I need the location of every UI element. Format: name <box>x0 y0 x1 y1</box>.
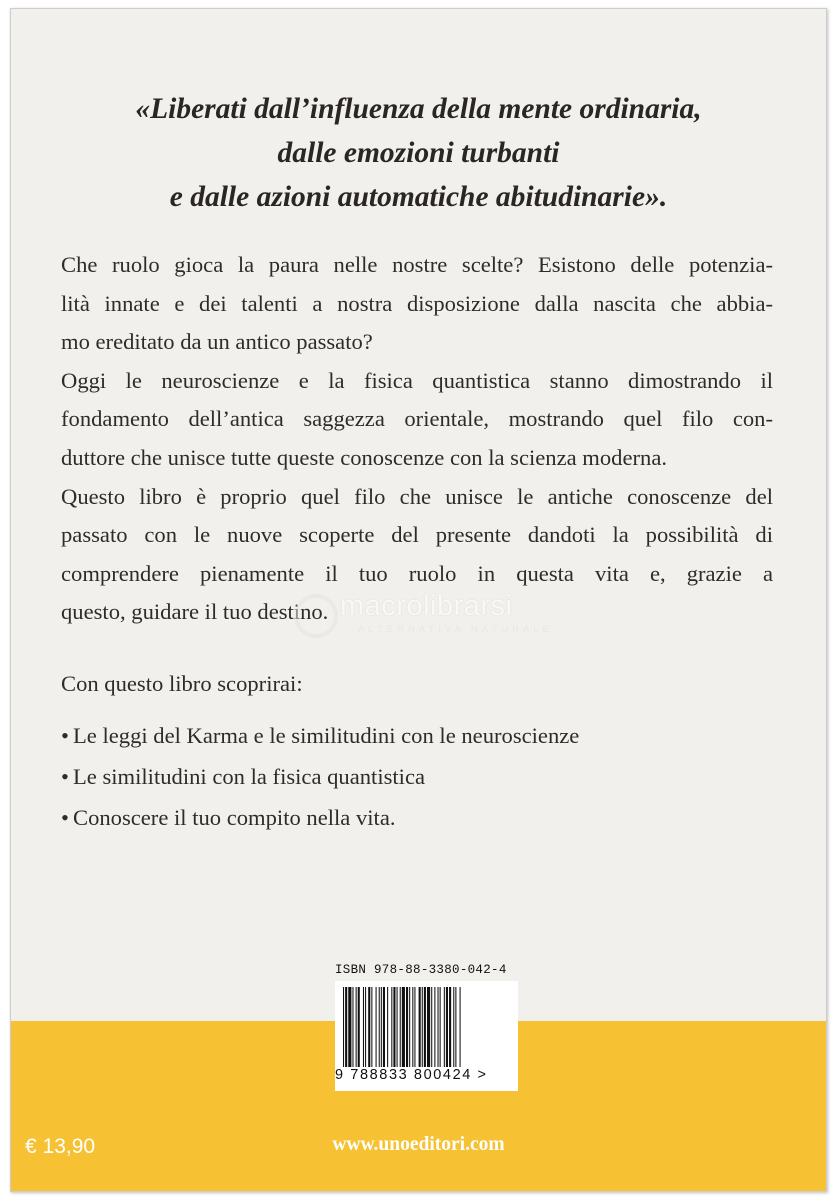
cover-quote <box>11 87 826 219</box>
barcode-bar <box>391 987 392 1067</box>
barcode-bar <box>444 987 445 1067</box>
bullet-icon: • <box>61 723 69 748</box>
paragraph-line: mo ereditato da un antico passato? <box>61 329 373 355</box>
list-item-text: Le leggi del Karma e le similitudini con le neuroscienze <box>73 723 580 748</box>
barcode-bar <box>455 987 456 1067</box>
list-item-text: Conoscere il tuo compito nella vita. <box>73 805 396 830</box>
barcode-bar <box>460 987 461 1067</box>
barcode-bar <box>414 987 415 1067</box>
barcode-bar <box>376 987 377 1067</box>
barcode-bar <box>431 987 432 1067</box>
quote-line-1: «Liberati dall’influenza della mente ordinaria, <box>135 93 702 125</box>
barcode-bar <box>438 987 439 1067</box>
feature-list <box>61 715 579 838</box>
barcode-bar <box>453 987 454 1067</box>
barcode-bar <box>449 987 451 1067</box>
barcode-bar <box>352 987 353 1067</box>
bullet-icon: • <box>61 805 69 830</box>
description-text <box>61 246 773 632</box>
barcode-bar <box>365 987 366 1067</box>
paragraph-line: comprendere pienamente il tuo ruolo in questa vita e, grazie a <box>61 560 773 586</box>
barcode-bar <box>424 987 426 1067</box>
barcode-bar <box>379 987 380 1067</box>
barcode-bar <box>406 987 408 1067</box>
barcode-bar <box>446 987 448 1067</box>
barcode-bar <box>368 987 370 1067</box>
barcode-bar <box>402 987 405 1067</box>
watermark-tagline: ALTERNATIVA NATURALE <box>358 624 553 635</box>
barcode-bar <box>348 987 351 1067</box>
paragraph-line: Che ruolo gioca la paura nelle nostre scelte? Esistono delle potenzia- <box>61 252 773 277</box>
barcode-bar <box>393 987 395 1067</box>
paragraph-line: Oggi le neuroscienze e la fisica quantistica stanno dimostrando il <box>61 367 773 393</box>
barcode-bar <box>422 987 423 1067</box>
paragraph-1 <box>61 246 773 362</box>
barcode-bar <box>345 987 347 1067</box>
price: € 13,90 <box>25 1135 96 1158</box>
barcode-icon <box>343 987 510 1067</box>
watermark-circle-icon <box>294 594 338 638</box>
list-intro: Con questo libro scoprirai: <box>61 671 303 696</box>
watermark-brand: macrolibrarsi <box>340 590 513 622</box>
paragraph-line: duttore che unisce tutte queste conoscenze con la scienza moderna. <box>61 444 668 470</box>
list-item-text: Le similitudini con la fisica quantistica <box>73 764 426 789</box>
barcode-bar <box>371 987 372 1067</box>
barcode-bar <box>412 987 413 1067</box>
quote-line-3: e dalle azioni automatiche abitudinarie». <box>169 181 668 213</box>
barcode-bar <box>343 987 344 1067</box>
barcode-bar <box>358 987 360 1067</box>
paragraph-line: fondamento dell’antica saggezza orientale, mostrando quel filo con- <box>61 406 773 432</box>
bullet-icon: • <box>61 764 69 789</box>
barcode-bar <box>434 987 435 1067</box>
barcode-bar <box>383 987 385 1067</box>
list-item <box>61 797 579 838</box>
barcode-bar <box>356 987 357 1067</box>
barcode-bar <box>381 987 382 1067</box>
barcode-bar <box>363 987 364 1067</box>
barcode-area <box>335 963 518 1093</box>
paragraph-line: passato con le nuove scoperte del presente dandoti la possibilità di <box>61 522 773 548</box>
barcode-bar <box>387 987 388 1067</box>
barcode-bar <box>440 987 441 1067</box>
barcode-bar <box>400 987 401 1067</box>
barcode-bar <box>409 987 410 1067</box>
paragraph-2 <box>61 362 773 478</box>
paragraph-line: questo, guidare il tuo destino. <box>61 599 329 625</box>
barcode-number: 9 788833 800424 > <box>335 1067 488 1083</box>
paragraph-line: Questo libro è proprio quel filo che unisce le antiche conoscenze del <box>61 483 773 509</box>
barcode-bar <box>397 987 398 1067</box>
watermark-logo <box>294 592 584 642</box>
list-item <box>61 715 579 756</box>
isbn-label: ISBN 978-88-3380-042-4 <box>335 963 507 977</box>
quote-line-2: dalle emozioni turbanti <box>277 137 560 169</box>
list-item <box>61 756 579 797</box>
book-back-cover <box>10 8 827 1192</box>
barcode-bar <box>427 987 430 1067</box>
barcode-bar <box>419 987 421 1067</box>
paragraph-line: lità innate e dei talenti a nostra disposizione dalla nascita che abbia- <box>61 290 773 316</box>
publisher-website: www.unoeditori.com <box>332 1134 505 1155</box>
